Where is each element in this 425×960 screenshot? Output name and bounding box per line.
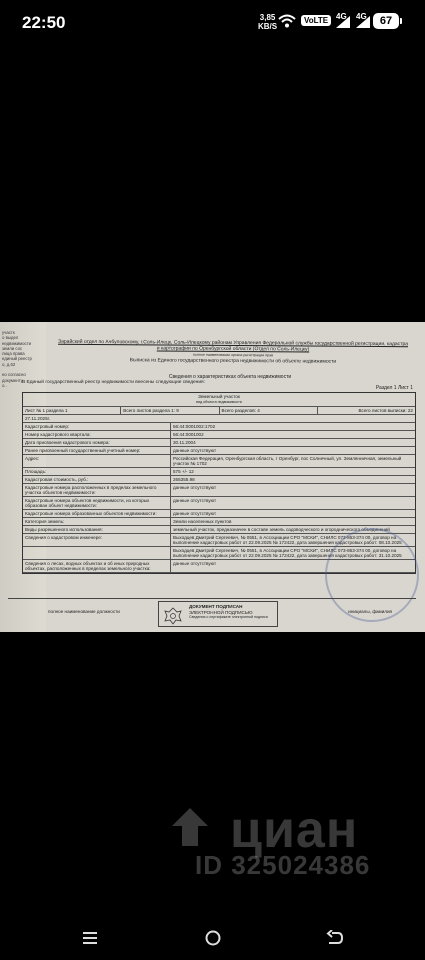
- electronic-signature-box: [158, 601, 278, 627]
- document-intro: В Единый государственный реестр недвижимости внесены следующие сведения:: [22, 380, 205, 385]
- row-value: 56:44:0001002:1702: [173, 423, 216, 429]
- side-note-line: но согласно: [2, 372, 26, 378]
- status-bar: [0, 0, 425, 44]
- header-authority: Зарайский отдел по Ачбуловскому, г.Соль-Илецк, Соль-Илецкому районам Управления Федеральной службы государственной регистрации, кадастра: [58, 338, 409, 348]
- row-value: данные отсутствуют: [173, 510, 217, 516]
- row-label: Виды разрешенного использования:: [23, 526, 171, 533]
- header-caption: полное наименование органа регистрации прав: [192, 352, 274, 358]
- section-label: Раздел 1 Лист 1: [375, 385, 413, 391]
- table-row: [23, 423, 415, 431]
- row-value: земельный участок, предназначен в составе земель садоводческого и огороднического объединений: [173, 526, 390, 532]
- side-note-line: недвижимости: [2, 340, 31, 346]
- side-note-line: лица права: [2, 351, 25, 357]
- table-row: [23, 497, 415, 510]
- table-row: [23, 431, 415, 439]
- side-note-line: участк: [2, 330, 15, 335]
- sheet-info-row: [23, 407, 415, 415]
- home-circle-icon: [204, 929, 222, 947]
- table-subtitle: вид объекта недвижимости: [196, 399, 242, 404]
- row-label: Площадь:: [23, 468, 171, 475]
- cian-logo-icon: [160, 800, 220, 850]
- row-label: Адрес:: [23, 455, 171, 467]
- signal-1-label: 4G: [336, 12, 347, 21]
- side-note-line: документу: [2, 377, 23, 383]
- row-value: Выходцев Дмитрий Сергеевич, № 0551, в Ассоциации СРО "МСКИ", СНИЛС 073-863-374 00, договор на выполнение кадастровых работ от 22.09.2025 № 172422, дата завершения кадастровых работ: 31.10.2025: [173, 547, 402, 558]
- table-row: [23, 510, 415, 518]
- row-label: Кадастровые номера образованных объектов недвижимости:: [23, 510, 171, 517]
- footer-name-caption: инициалы, фамилия: [348, 609, 392, 614]
- side-note-line: земли сос: [2, 345, 23, 351]
- table-row: [23, 439, 415, 447]
- row-value: Выходцев Дмитрий Сергеевич, № 0551, в Ассоциации СРО "МСКИ", СНИЛС 073-863-374 00, договор на выполнение кадастровых работ от 22.09.2025 № 172422, дата завершения кадастровых работ: 08.10.2025: [173, 534, 402, 545]
- table-row: [23, 484, 415, 497]
- row-value: 575 +/- 12: [173, 468, 194, 474]
- recent-apps-button[interactable]: [75, 925, 105, 951]
- row-label: [23, 547, 171, 559]
- sheet-info-cell: Лист № 1 раздела 1: [23, 407, 121, 414]
- signature-subtitle: ЭЛЕКТРОННОЙ ПОДПИСЬЮ: [189, 609, 253, 615]
- table-title-row: [23, 393, 415, 407]
- side-note-line: о, д.62: [2, 361, 16, 367]
- signal-2-icon: [356, 14, 370, 28]
- row-value: данные отсутствуют: [173, 560, 217, 566]
- row-label: Кадастровый номер:: [23, 423, 171, 430]
- table-row: [23, 476, 415, 484]
- row-value: данные отсутствуют: [173, 447, 217, 453]
- table-row: [23, 447, 415, 455]
- signal-1-icon: [336, 14, 350, 28]
- menu-icon: [82, 931, 98, 945]
- row-value: 56:44:0001002: [173, 431, 204, 437]
- row-value: 30.11.2004: [173, 439, 196, 445]
- home-button[interactable]: [198, 925, 228, 951]
- signal-2-label: 4G: [356, 12, 367, 21]
- document-photo[interactable]: [0, 322, 425, 632]
- table-row: [23, 518, 415, 526]
- row-label: Кадастровые номера расположенных в пределах земельного участка объектов недвижимости:: [23, 484, 171, 496]
- row-label: Категория земель:: [23, 518, 171, 525]
- row-label: Сведения о лесах, водных объектах и об иных природных объектах, расположенных в пределах земельного участка:: [23, 560, 171, 572]
- document-header: [58, 339, 408, 365]
- table-row: [23, 455, 415, 468]
- back-button[interactable]: [320, 925, 350, 951]
- battery-level: 67: [373, 13, 399, 29]
- signature-cert-info: Сведения о сертификате электронной подписи: [189, 615, 268, 619]
- sheet-info-cell: Всего разделов: 4: [220, 407, 318, 414]
- row-label: Сведения о кадастровом инженере:: [23, 534, 171, 546]
- signature-title: ДОКУМЕНТ ПОДПИСАН: [189, 604, 243, 609]
- row-label: Ранее присвоенный государственный учетный номер:: [23, 447, 171, 454]
- table-title: Земельный участок: [198, 394, 240, 399]
- wifi-icon: [278, 14, 296, 28]
- sheet-info-cell: Всего листов выписки: 22: [358, 407, 413, 413]
- emblem-icon: [163, 606, 183, 626]
- back-arrow-icon: [326, 930, 344, 946]
- row-value: данные отсутствуют: [173, 484, 217, 490]
- network-speed-value: 3,85: [259, 13, 276, 22]
- network-speed: [258, 13, 277, 31]
- row-label: Кадастровая стоимость, руб.:: [23, 476, 171, 483]
- row-value: 265355.98: [173, 476, 195, 482]
- watermark-listing-id: ID 325024386: [195, 850, 371, 880]
- network-speed-unit: KB/S: [258, 22, 278, 31]
- battery-icon: [400, 18, 402, 24]
- volte-badge: VoLTE: [301, 15, 331, 26]
- row-label: Номер кадастрового квартала:: [23, 431, 171, 438]
- document-title: Выписка из Единого государственного реестра недвижимости об объекте недвижимости: [129, 357, 337, 365]
- sheet-info-cell: Всего листов раздела 1: 9: [121, 407, 219, 414]
- row-value: Земли населенных пунктов: [173, 518, 232, 524]
- row-label: Кадастровые номера объектов недвижимости, из которых образован объект недвижимости:: [23, 497, 171, 509]
- date-row: [23, 415, 415, 423]
- row-value: данные отсутствуют: [173, 497, 217, 503]
- footer-position-caption: полное наименование должности: [48, 609, 120, 614]
- document-subtitle: Сведения о характеристиках объекта недвижимости: [168, 374, 292, 380]
- table-row: [23, 468, 415, 476]
- watermark-brand: циан: [230, 801, 359, 859]
- side-note-line: о..: [2, 382, 7, 388]
- navigation-bar: [0, 915, 425, 960]
- side-note-line: единый реестр: [2, 356, 32, 362]
- side-note-line: о выдел: [2, 335, 19, 341]
- cian-watermark: [160, 800, 390, 890]
- document-footer: [8, 598, 416, 629]
- document-date: 27.11.2025г.: [25, 415, 51, 421]
- header-authority-cont: и картографии по Оренбургской области (Отдел по Соль-Илецку): [156, 345, 310, 353]
- clock-time: 22:50: [22, 13, 66, 32]
- row-value: Российская Федерация, Оренбургская область, г Оренбург, пос Солнечный, ул. Землянничная, земельный участок № 1702: [173, 455, 402, 466]
- row-label: Дата присвоения кадастрового номера:: [23, 439, 171, 446]
